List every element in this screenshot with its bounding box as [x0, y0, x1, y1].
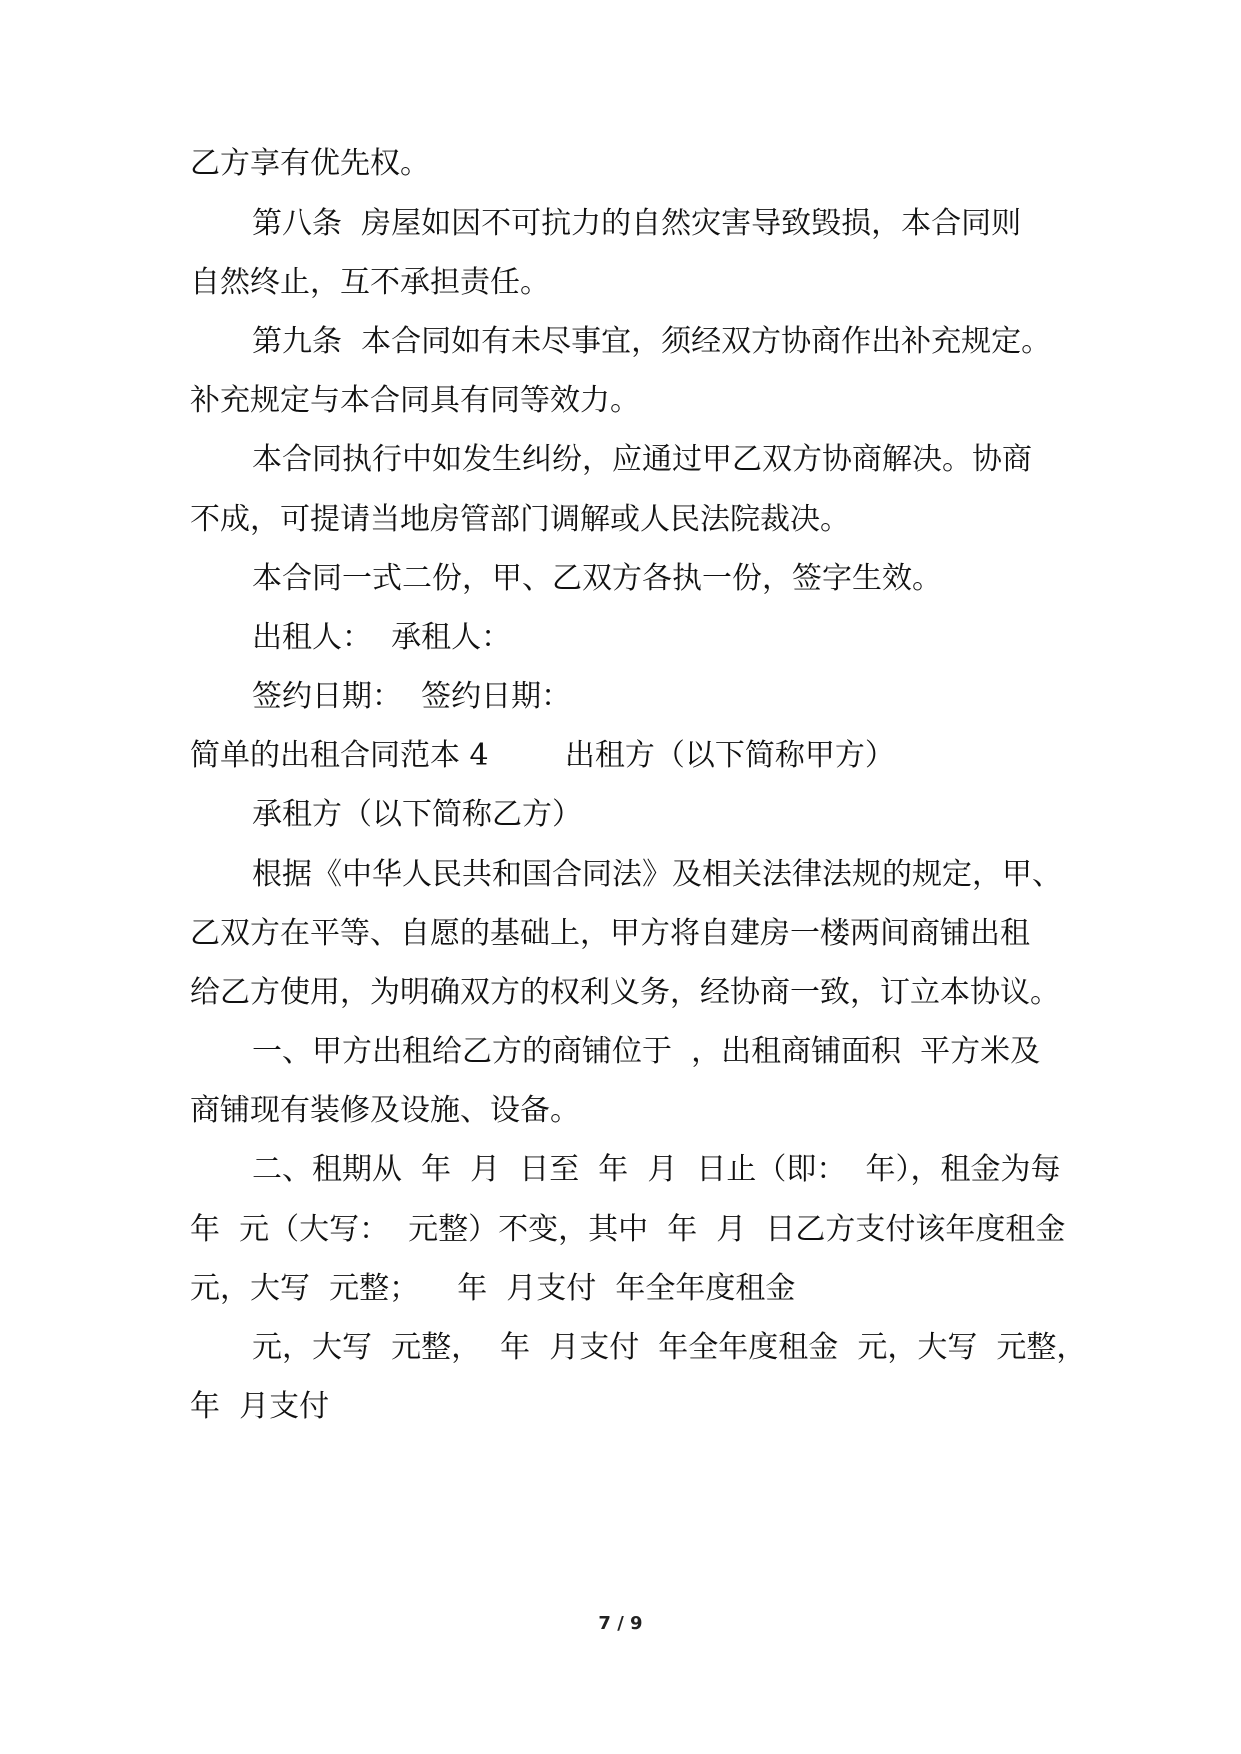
text-line: 承租方（以下简称乙方） [252, 797, 582, 832]
text-line: 年 元（大写： 元整）不变，其中 年 月 日乙方支付该年度租金 [190, 1212, 1066, 1247]
text-line: 二、租期从 年 月 日至 年 月 日止（即： 年），租金为每 [252, 1152, 1061, 1187]
text-line: 自然终止，互不承担责任。 [190, 265, 550, 300]
text-line: 本合同一式二份，甲、乙双方各执一份，签字生效。 [252, 561, 942, 596]
text-line: 本合同执行中如发生纠纷，应通过甲乙双方协商解决。协商 [252, 442, 1032, 477]
text-line: 不成，可提请当地房管部门调解或人民法院裁决。 [190, 502, 850, 537]
signing-date-line: 签约日期： 签约日期： [252, 679, 572, 714]
text-line: 补充规定与本合同具有同等效力。 [190, 383, 640, 418]
text-line: 给乙方使用，为明确双方的权利义务，经协商一致，订立本协议。 [190, 975, 1060, 1010]
text-line: 第八条 房屋如因不可抗力的自然灾害导致毁损，本合同则 [252, 206, 1022, 241]
page-number: 7 / 9 [598, 1613, 643, 1634]
text-line: 乙方享有优先权。 [190, 146, 430, 181]
text-line: 乙双方在平等、自愿的基础上，甲方将自建房一楼两间商铺出租 [190, 916, 1030, 951]
signature-line: 出租人： 承租人： [252, 620, 512, 655]
text-line: 年 月支付 [190, 1389, 330, 1424]
text-line: 元，大写 元整， 年 月支付 年全年度租金 元，大写 元整， [252, 1330, 1087, 1365]
text-line: 根据《中华人民共和国合同法》及相关法律法规的规定，甲、 [252, 857, 1062, 892]
text-line: 一、甲方出租给乙方的商铺位于 ，出租商铺面积 平方米及 [252, 1034, 1041, 1069]
text-line: 第九条 本合同如有未尽事宜，须经双方协商作出补充规定。 [252, 324, 1052, 359]
section-heading: 简单的出租合同范本 4 出租方（以下简称甲方） [190, 738, 895, 773]
text-line: 元，大写 元整； 年 月支付 年全年度租金 [190, 1271, 796, 1306]
text-line: 商铺现有装修及设施、设备。 [190, 1093, 580, 1128]
